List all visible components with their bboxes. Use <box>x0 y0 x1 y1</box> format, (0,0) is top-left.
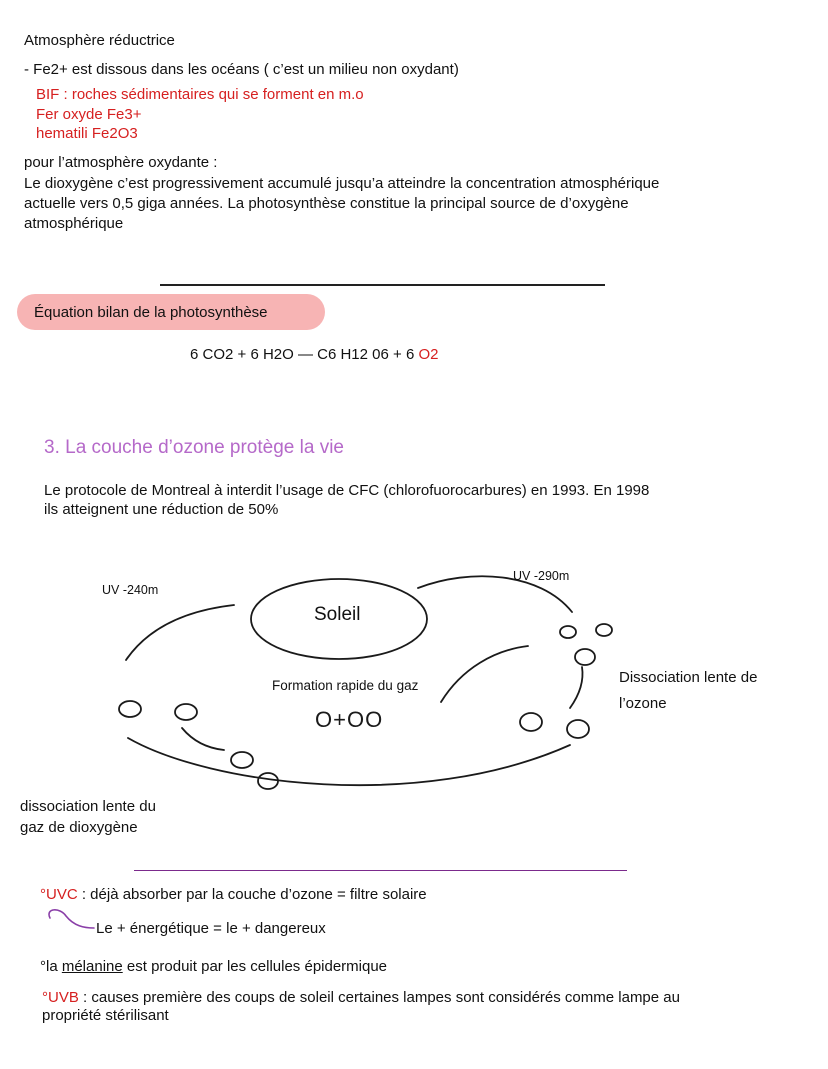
split-curve <box>182 728 224 750</box>
o2-circle-2 <box>175 704 197 720</box>
fe2-line: - Fe2+ est dissous dans les océans ( c’est un milieu non oxydant) <box>24 61 459 78</box>
oxidizing-line-1: Le dioxygène c’est progressivement accumulé jusqu’a atteindre la concentration atmosphérique <box>24 175 660 192</box>
section-title: Atmosphère réductrice <box>24 32 175 49</box>
o2-dissociation-line-2: gaz de dioxygène <box>20 819 138 836</box>
melanine-word: mélanine <box>61 958 123 975</box>
uvb-note <box>42 988 680 1008</box>
uvb-text: : causes première des coups de soleil certaines lampes sont considérés comme lampe au <box>78 989 680 1006</box>
ozone-formula: O+OO <box>315 707 384 732</box>
uvb-note-line-2: propriété stérilisant <box>42 1007 169 1024</box>
right-small-arc <box>570 667 583 708</box>
uvc-note <box>40 885 427 905</box>
melanine-pre: °la <box>40 958 62 975</box>
equation-label: Équation bilan de la photosynthèse <box>34 304 268 321</box>
divider-purple <box>134 870 627 871</box>
uv-left-label: UV -240m <box>102 583 159 597</box>
o3-circle-4 <box>520 713 542 731</box>
o3-circle-3 <box>575 649 595 665</box>
section-3-heading: 3. La couche d’ozone protège la vie <box>44 437 344 458</box>
uv-right-label: UV -290m <box>513 569 570 583</box>
uvb-label: °UVB <box>42 989 79 1006</box>
sun-label: Soleil <box>314 604 361 625</box>
equation-reactants: 6 CO2 + 6 H2O — C6 H12 06 + 6 <box>190 346 419 363</box>
formation-arc <box>441 646 528 702</box>
bif-line: BIF : roches sédimentaires qui se forment en m.o <box>36 86 364 103</box>
uvc-text: : déjà absorber par la couche d’ozone = filtre solaire <box>77 886 427 903</box>
o2-dissociation-line-1: dissociation lente du <box>20 798 156 815</box>
oxidizing-title: pour l’atmosphère oxydante : <box>24 154 218 171</box>
o3-circle-5 <box>567 720 589 738</box>
arrow-hook-icon <box>49 910 94 928</box>
melanine-post: est produit par les cellules épidermique <box>122 958 388 975</box>
equation-product: O2 <box>418 346 439 363</box>
montreal-line-2: ils atteignent une réduction de 50% <box>44 501 279 518</box>
ozone-dissociation-line-2: l’ozone <box>619 695 667 712</box>
oxidizing-line-3: atmosphérique <box>24 215 124 232</box>
oxidizing-line-2: actuelle vers 0,5 giga années. La photosynthèse constitue la principal source de d’oxygène <box>24 195 629 212</box>
o-circle-bottom-2 <box>258 773 278 789</box>
o2-circle-1 <box>119 701 141 717</box>
fe3-line: Fer oxyde Fe3+ <box>36 106 142 123</box>
bottom-arc <box>128 738 570 785</box>
uv-left-arc <box>126 605 234 660</box>
melanine-note <box>40 957 387 977</box>
energetic-note: Le + énergétique = le + dangereux <box>96 920 326 937</box>
o3-circle-1 <box>560 626 576 638</box>
montreal-line-1: Le protocole de Montreal à interdit l’usage de CFC (chlorofuorocarbures) en 1993. En 1998 <box>44 482 650 499</box>
uvc-label: °UVC <box>40 886 78 903</box>
formation-label: Formation rapide du gaz <box>272 678 419 693</box>
o-circle-bottom-1 <box>231 752 253 768</box>
o3-circle-2 <box>596 624 612 636</box>
ozone-dissociation-line-1: Dissociation lente de <box>619 669 758 686</box>
hematite-line: hematili Fe2O3 <box>36 125 138 142</box>
